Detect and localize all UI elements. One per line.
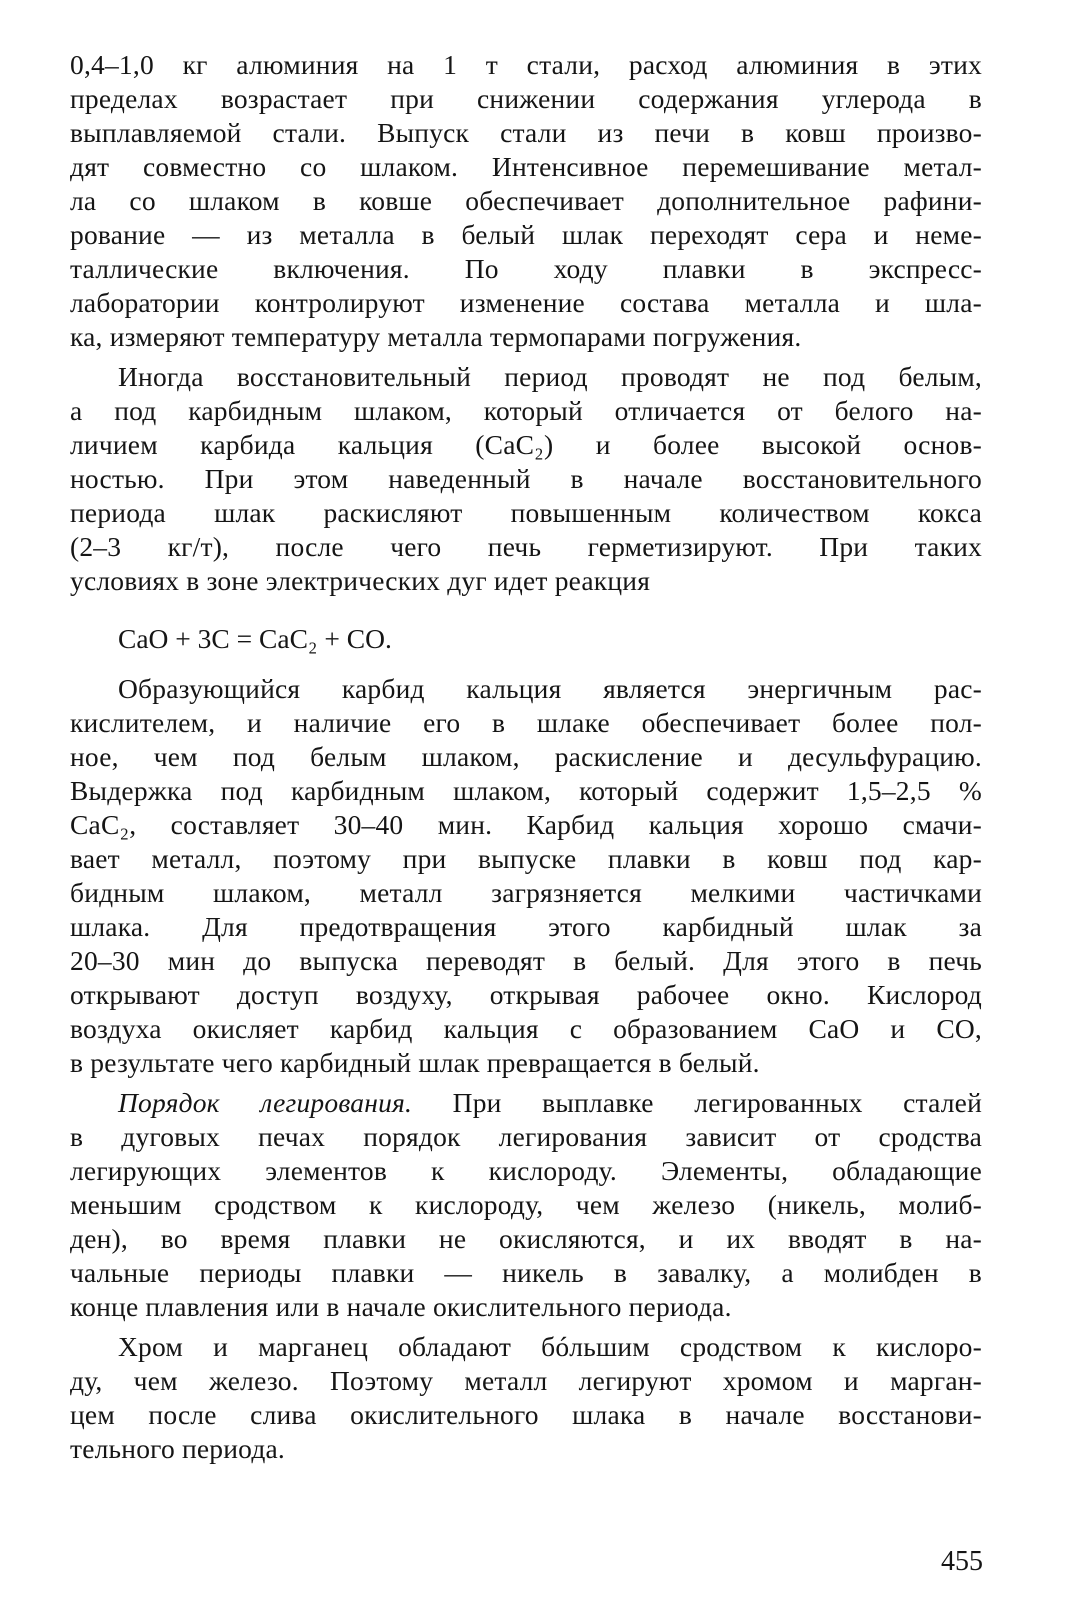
text-line: периода шлак раскисляют повышенным количеством кокса	[70, 497, 982, 528]
text-line: 0,4–1,0 кг алюминия на 1 т стали, расход алюминия в этих	[70, 49, 982, 80]
text-line: лаборатории контролируют изменение состава металла и шла-	[70, 287, 982, 318]
text-line: Хром и марганец обладают бóльшим сродством к кислоро-	[118, 1331, 982, 1362]
text-line: (2–3 кг/т), после чего печь герметизируют. При таких	[70, 531, 982, 562]
text-line: CaC₂, составляет 30–40 мин. Карбид кальция хорошо смачи-	[70, 809, 982, 840]
italic-heading: Порядок легирования.	[118, 1087, 413, 1118]
text-line: в дуговых печах порядок легирования зависит от сродства	[70, 1121, 982, 1152]
text-line: в результате чего карбидный шлак превращается в белый.	[70, 1047, 760, 1078]
text-line: выплавляемой стали. Выпуск стали из печи в ковш произво-	[70, 117, 982, 148]
chemical-equation: CaO + 3C = CaC₂ + CO.	[118, 623, 392, 654]
text-line: ностью. При этом наведенный в начале восстановительного	[70, 463, 982, 494]
page-number: 455	[941, 1546, 983, 1577]
text-line: цем после слива окислительного шлака в начале восстанови-	[70, 1399, 982, 1430]
text-line: дят совместно со шлаком. Интенсивное перемешивание метал-	[70, 151, 982, 182]
text-line: таллические включения. По ходу плавки в экспресс-	[70, 253, 982, 284]
text-line: а под карбидным шлаком, который отличается от белого на-	[70, 395, 982, 426]
text-line: ду, чем железо. Поэтому металл легируют хромом и марган-	[70, 1365, 982, 1396]
text-line: конце плавления или в начале окислительного периода.	[70, 1291, 732, 1322]
text-line: ное, чем под белым шлаком, раскисление и десульфурацию.	[70, 741, 982, 772]
text-line: тельного периода.	[70, 1433, 285, 1464]
text-line: Иногда восстановительный период проводят не под белым,	[118, 361, 982, 392]
text-line: меньшим сродством к кислороду, чем железо (никель, молиб-	[70, 1189, 982, 1220]
text-line: пределах возрастает при снижении содержания углерода в	[70, 83, 982, 114]
text-line: ден), во время плавки не окисляются, и их вводят в на-	[70, 1223, 982, 1254]
text-line: Выдержка под карбидным шлаком, который содержит 1,5–2,5 %	[70, 775, 982, 806]
text-line: личием карбида кальция (CaC₂) и более высокой основ-	[70, 429, 982, 460]
text-line: рование — из металла в белый шлак переходят сера и неме-	[70, 219, 982, 250]
text-line: кислителем, и наличие его в шлаке обеспечивает более пол-	[70, 707, 982, 738]
text-line: бидным шлаком, металл загрязняется мелкими частичками	[70, 877, 982, 908]
text-line: Образующийся карбид кальция является энергичным рас-	[118, 673, 982, 704]
text-line: условиях в зоне электрических дуг идет реакция	[70, 565, 651, 596]
text-line: воздуха окисляет карбид кальция с образованием CaO и CO,	[70, 1013, 982, 1044]
text-line: легирующих элементов к кислороду. Элементы, обладающие	[70, 1155, 982, 1186]
text-line: чальные периоды плавки — никель в завалку, а молибден в	[70, 1257, 982, 1288]
text-line: открывают доступ воздуху, открывая рабочее окно. Кислород	[70, 979, 982, 1010]
text-line-with-italic-lead	[118, 1086, 982, 1120]
text-line: ка, измеряют температуру металла термопарами погружения.	[70, 321, 802, 352]
text-line: 20–30 мин до выпуска переводят в белый. Для этого в печь	[70, 945, 982, 976]
text-line: ла со шлаком в ковше обеспечивает дополнительное рафини-	[70, 185, 982, 216]
text-line: шлака. Для предотвращения этого карбидный шлак за	[70, 911, 982, 942]
text-line: вает металл, поэтому при выпуске плавки в ковш под кар-	[70, 843, 982, 874]
text-span: При выплавке легированных сталей	[412, 1087, 982, 1118]
